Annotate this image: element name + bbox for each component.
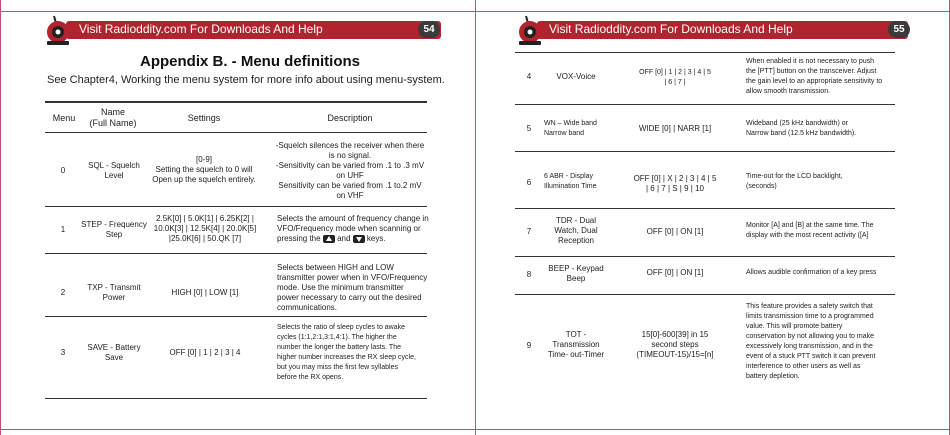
row-menu-number: 1: [60, 225, 66, 234]
row-menu-number: 4: [526, 72, 532, 81]
row-description: When enabled it is not necessary to push the [PTT] button on the transceiver. Adjust the gain level to an appropriate sensitivity to allow smooth transmission.: [746, 58, 883, 95]
row-settings: 15[0]-600[39] in 15 second steps (TIMEOUT-15)/15=[n]: [636, 330, 714, 359]
row-description-and: and: [337, 234, 351, 243]
row-name: VOX-Voice: [556, 72, 596, 81]
row-menu-number: 5: [526, 124, 532, 133]
col-header-name: Name (Full Name): [89, 107, 137, 128]
row-description: -Squelch silences the receiver when there is no signal. -Sensitivity can be varied from .1 to .3 mV on UHF Sensitivity can be varied from .1 to.2 mV on VHF: [275, 141, 425, 200]
up-arrow-key-icon: [323, 235, 335, 243]
table-bottom-rule: [45, 398, 427, 399]
page-title: Appendix B. - Menu definitions: [140, 53, 360, 70]
right-page-number: 55: [888, 21, 910, 38]
row-description: This feature provides a safety switch that limits transmission time to a programmed value. This will promote battery conservation by not allowing you to make excessively long transmission, and in the event of a stuck PTT switch it can prevent interference to other users as well as battery depletion.: [746, 303, 876, 380]
radio-logo-icon: [43, 14, 73, 46]
row-description: Selects between HIGH and LOW transmitter power when in VFO/Frequency mode. Use the minimum transmitter power necessary to carry out the desired communications.: [277, 263, 428, 312]
col-header-settings: Settings: [187, 113, 221, 123]
row-rule: [515, 151, 895, 152]
row-menu-number: 0: [60, 166, 66, 175]
row-description-keys: keys.: [366, 234, 386, 243]
page-subtitle: See Chapter4, Working the menu system for more info about using menu-system.: [47, 74, 445, 86]
row-description: Monitor [A] and [B] at the same time. The display with the most recent activity ([A]: [746, 222, 874, 239]
table-top-rule: [515, 52, 895, 53]
row-name: BEEP - Keypad Beep: [548, 264, 604, 283]
row-settings: OFF [0] | 1 | 2 | 3 | 4: [169, 348, 241, 357]
row-menu-number: 3: [60, 348, 66, 357]
col-header-description: Description: [327, 113, 373, 123]
down-arrow-key-icon: [353, 235, 365, 243]
row-name: 6 ABR - Display Illumination Time: [544, 173, 597, 190]
left-page-number: 54: [418, 21, 440, 38]
bottom-margin-line-left: [0, 429, 475, 430]
row-description: [277, 214, 437, 244]
row-menu-number: 7: [526, 227, 532, 236]
row-rule: [515, 294, 895, 295]
row-description: Wideband (25 kHz bandwidth) or Narrow band (12.5 kHz bandwidth).: [746, 120, 857, 137]
row-settings: HIGH [0] | LOW [1]: [171, 288, 239, 297]
row-menu-number: 6: [526, 178, 532, 187]
left-banner-text[interactable]: Visit Radioddity.com For Downloads And Help: [79, 22, 323, 36]
row-name: TDR - Dual Watch, Dual Reception: [554, 216, 598, 245]
row-name: TOT - Transmission Time- out-Timer: [547, 330, 605, 359]
row-settings: [0-9] Setting the squelch to 0 will Open up the squelch entirely.: [152, 155, 256, 184]
row-rule: [515, 256, 895, 257]
row-name: SAVE - Battery Save: [87, 343, 141, 362]
row-description-text: Selects the amount of frequency change in VFO/Frequency mode when scanning or pressing the: [277, 214, 429, 243]
row-settings: OFF [0] | ON [1]: [646, 268, 704, 277]
page-divider: [475, 0, 476, 435]
header-rule: [45, 132, 427, 133]
row-description: Allows audible confirmation of a key press: [746, 269, 877, 276]
row-name: STEP - Frequency Step: [81, 220, 147, 239]
row-rule: [45, 206, 427, 207]
col-header-menu: Menu: [52, 113, 76, 123]
row-settings: OFF [0] | 1 | 2 | 3 | 4 | 5 | 6 | 7 |: [639, 69, 711, 86]
row-name: TXP - Transmit Power: [87, 283, 141, 302]
row-rule: [45, 316, 427, 317]
row-menu-number: 2: [60, 288, 66, 297]
top-margin-line-right: [476, 11, 950, 12]
row-menu-number: 9: [526, 341, 532, 350]
row-description: Selects the ratio of sleep cycles to awake cycles (1:1,2:1,3:1,4:1). The higher the number the longer the battery lasts. The higher number increases the RX sleep cycle, but you may miss the first few syllables before the RX opens.: [277, 324, 416, 381]
right-banner-text[interactable]: Visit Radioddity.com For Downloads And Help: [549, 22, 793, 36]
top-margin-line-left: [0, 11, 475, 12]
page-border-left: [0, 0, 1, 435]
row-settings: WIDE [0] | NARR [1]: [638, 124, 712, 133]
row-description: Time-out for the LCD backlight, (seconds): [746, 173, 843, 190]
row-rule: [515, 208, 895, 209]
row-rule: [515, 104, 895, 105]
table-top-rule: [45, 101, 427, 103]
row-rule: [45, 253, 427, 254]
row-name: SQL - Squelch Level: [88, 161, 140, 180]
row-name: WN – Wide band Narrow band: [544, 120, 597, 137]
row-settings: OFF [0] | ON [1]: [646, 227, 704, 236]
row-menu-number: 8: [526, 270, 532, 279]
radio-logo-icon: [515, 14, 545, 46]
row-settings: 2.5K[0] | 5.0K[1] | 6.25K[2] | 10.0K[3] | 12.5K[4] | 20.0K[5] |25.0K[6] | 50.QK [7]: [153, 214, 257, 243]
row-settings: OFF [0] | X | 2 | 3 | 4 | 5 | 6 | 7 | S | 9 | 10: [633, 174, 717, 193]
bottom-margin-line-right: [476, 429, 950, 430]
